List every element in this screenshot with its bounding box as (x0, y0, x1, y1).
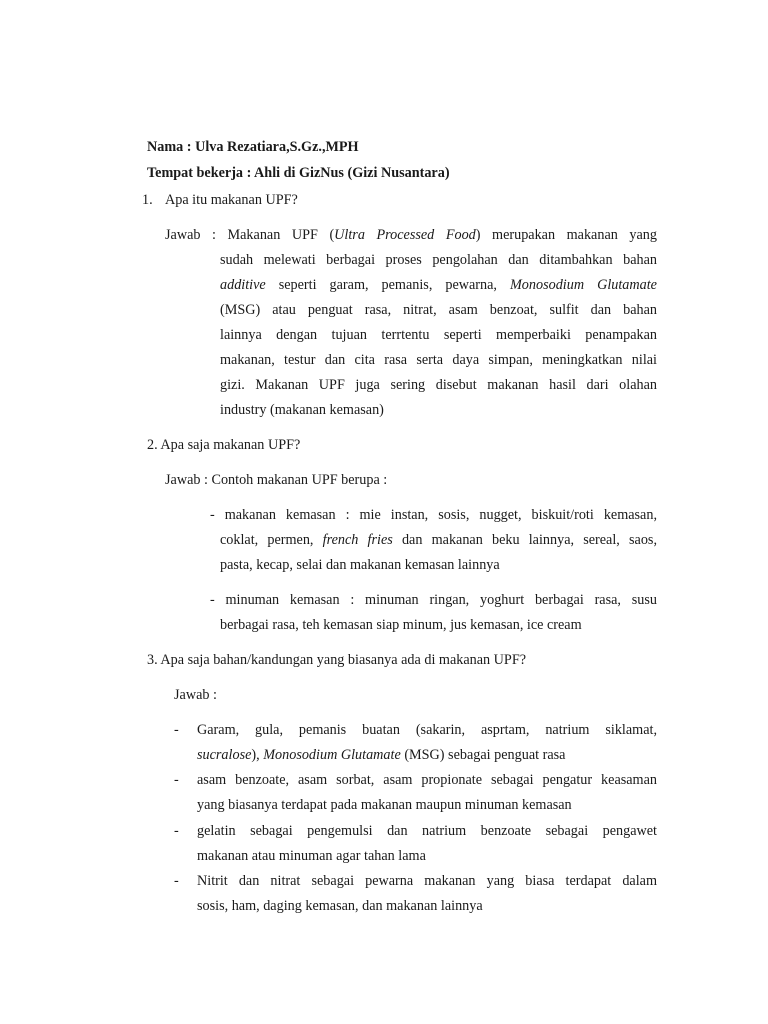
q3-bullet-4: - (174, 873, 179, 889)
q3-item-2-line-1: asam benzoate, asam sorbat, asam propionate sebagai pengatur keasaman (197, 772, 657, 788)
q3-bullet-1: - (174, 722, 179, 738)
q2-item-2-line-2: berbagai rasa, teh kemasan siap minum, jus kemasan, ice cream (220, 617, 582, 633)
author-name: Nama : Ulva Rezatiara,S.Gz.,MPH (147, 139, 359, 155)
q2-item-1-line-3: pasta, kecap, selai dan makanan kemasan lainnya (220, 557, 500, 573)
q3-item-3-line-2: makanan atau minuman agar tahan lama (197, 848, 426, 864)
q3-question: 3. Apa saja bahan/kandungan yang biasanya ada di makanan UPF? (147, 652, 527, 668)
q2-answer-intro: Jawab : Contoh makanan UPF berupa : (165, 472, 388, 488)
q2-item-1-line-2: coklat, permen, french fries dan makanan beku lainnya, sereal, saos, (220, 532, 657, 548)
q1-answer-line-8: industry (makanan kemasan) (220, 402, 384, 418)
q2-question: 2. Apa saja makanan UPF? (147, 437, 301, 453)
q3-item-1-line-2: sucralose), Monosodium Glutamate (MSG) sebagai penguat rasa (197, 747, 566, 763)
q3-item-1-line-1: Garam, gula, pemanis buatan (sakarin, asprtam, natrium siklamat, (197, 722, 657, 738)
q3-answer-intro: Jawab : (174, 687, 217, 703)
q3-bullet-2: - (174, 772, 179, 788)
q3-item-2-line-2: yang biasanya terdapat pada makanan maupun minuman kemasan (197, 797, 572, 813)
q1-answer-line-7: gizi. Makanan UPF juga sering disebut makanan hasil dari olahan (220, 377, 657, 393)
q3-item-3-line-1: gelatin sebagai pengemulsi dan natrium benzoate sebagai pengawet (197, 823, 657, 839)
q1-answer-line-5: lainnya dengan tujuan terrtentu seperti memperbaiki penampakan (220, 327, 657, 343)
q3-bullet-3: - (174, 823, 179, 839)
q1-answer-line-2: sudah melewati berbagai proses pengolahan dan ditambahkan bahan (220, 252, 657, 268)
q1-answer-line-3: additive seperti garam, pemanis, pewarna, Monosodium Glutamate (220, 277, 657, 293)
q1-answer-line-4: (MSG) atau penguat rasa, nitrat, asam benzoat, sulfit dan bahan (220, 302, 657, 318)
q1-answer-line-6: makanan, testur dan cita rasa serta daya simpan, meningkatkan nilai (220, 352, 657, 368)
q1-question: Apa itu makanan UPF? (165, 192, 298, 208)
q1-number: 1. (142, 192, 153, 208)
q3-item-4-line-1: Nitrit dan nitrat sebagai pewarna makanan yang biasa terdapat dalam (197, 873, 657, 889)
q2-item-2-line-1: - minuman kemasan : minuman ringan, yoghurt berbagai rasa, susu (210, 592, 657, 608)
workplace: Tempat bekerja : Ahli di GizNus (Gizi Nusantara) (147, 165, 450, 181)
q2-item-1-line-1: - makanan kemasan : mie instan, sosis, nugget, biskuit/roti kemasan, (210, 507, 657, 523)
q1-answer-line-1: Jawab : Makanan UPF (Ultra Processed Food) merupakan makanan yang (165, 227, 657, 243)
q3-item-4-line-2: sosis, ham, daging kemasan, dan makanan lainnya (197, 898, 483, 914)
